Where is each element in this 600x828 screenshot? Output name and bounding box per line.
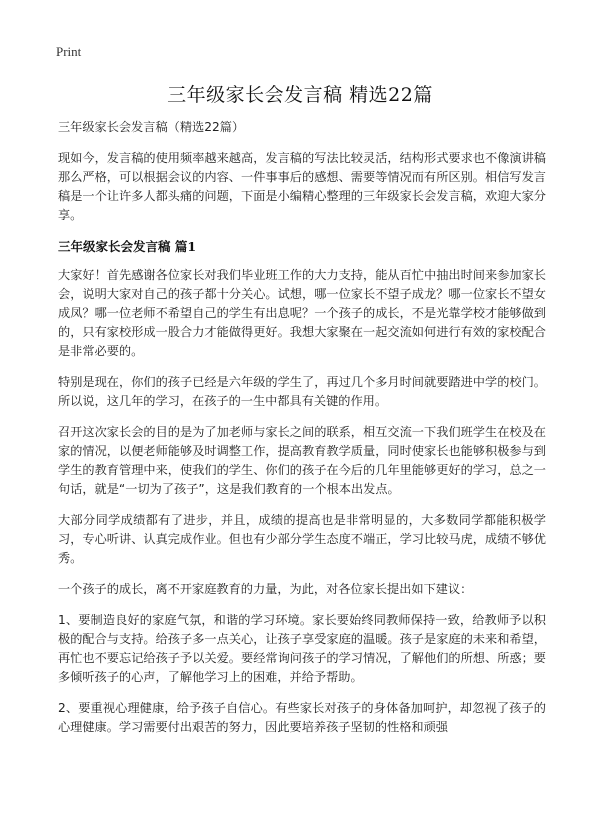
section-heading: 三年级家长会发言稿 篇1 bbox=[58, 239, 197, 254]
page-title: 三年级家长会发言稿 精选22篇 bbox=[167, 84, 433, 106]
body-paragraph: 2、要重视心理健康，给予孩子自信心。有些家长对孩子的身体备加呵护，却忽视了孩子的心理健康。学习需要付出艰苦的努力，因此要培养孩子坚韧的性格和顽强 bbox=[58, 701, 546, 734]
body-paragraph: 大家好！首先感谢各位家长对我们毕业班工作的大力支持，能从百忙中抽出时间来参加家长会，说明大家对自己的孩子都十分关心。试想，哪一位家长不望子成龙？哪一位家长不望女成凤？哪一位老师不希望自己的学生有出息呢？一个孩子的成长，不是光靠学校才能够做到的，只有家校形成一股合力才能做得更好。我想大家聚在一起交流如何进行有效的家校配合是非常必要的。 bbox=[58, 268, 546, 358]
article-body bbox=[58, 118, 546, 749]
intro-paragraph: 现如今，发言稿的使用频率越来越高，发言稿的写法比较灵活，结构形式要求也不像演讲稿那么严格，可以根据会议的内容、一件事事后的感想、需要等情况而有所区别。相信写发言稿是一个让许多人都头痛的问题，下面是小编精心整理的三年级家长会发言稿，欢迎大家分享。 bbox=[58, 151, 546, 222]
body-paragraph: 一个孩子的成长，离不开家庭教育的力量，为此，对各位家长提出如下建议： bbox=[58, 582, 473, 596]
body-paragraph: 特别是现在，你们的孩子已经是六年级的学生了，再过几个多月时间就要踏进中学的校门。所以说，这几年的学习，在孩子的一生中都具有关键的作用。 bbox=[58, 375, 546, 408]
print-link[interactable]: Print bbox=[56, 44, 82, 59]
body-paragraph: 召开这次家长会的目的是为了加老师与家长之间的联系，相互交流一下我们班学生在校及在家的情况，以便老师能够及时调整工作，提高教育教学质量，同时使家长也能够积极参与到学生的教育管理中来，使我们的学生、你们的孩子在今后的几年里能够更好的学习，总之一句话，就是“一切为了孩子”，这是我们教育的一个根本出发点。 bbox=[58, 425, 546, 496]
body-paragraph: 1、要制造良好的家庭气氛，和谐的学习环境。家长要始终同教师保持一致，给教师予以积极的配合与支持。给孩子多一点关心，让孩子享受家庭的温暖。孩子是家庭的未来和希望，再忙也不要忘记给孩子予以关爱。要经常询问孩子的学习情况，了解他们的所想、所惑；要多倾听孩子的心声，了解他学习上的困难，并给予帮助。 bbox=[58, 613, 546, 684]
body-paragraph: 大部分同学成绩都有了进步，并且，成绩的提高也是非常明显的，大多数同学都能积极学习，专心听讲、认真完成作业。但也有少部分学生态度不端正，学习比较马虎，成绩不够优秀。 bbox=[58, 513, 546, 565]
article-subtitle: 三年级家长会发言稿（精选22篇） bbox=[58, 120, 245, 134]
